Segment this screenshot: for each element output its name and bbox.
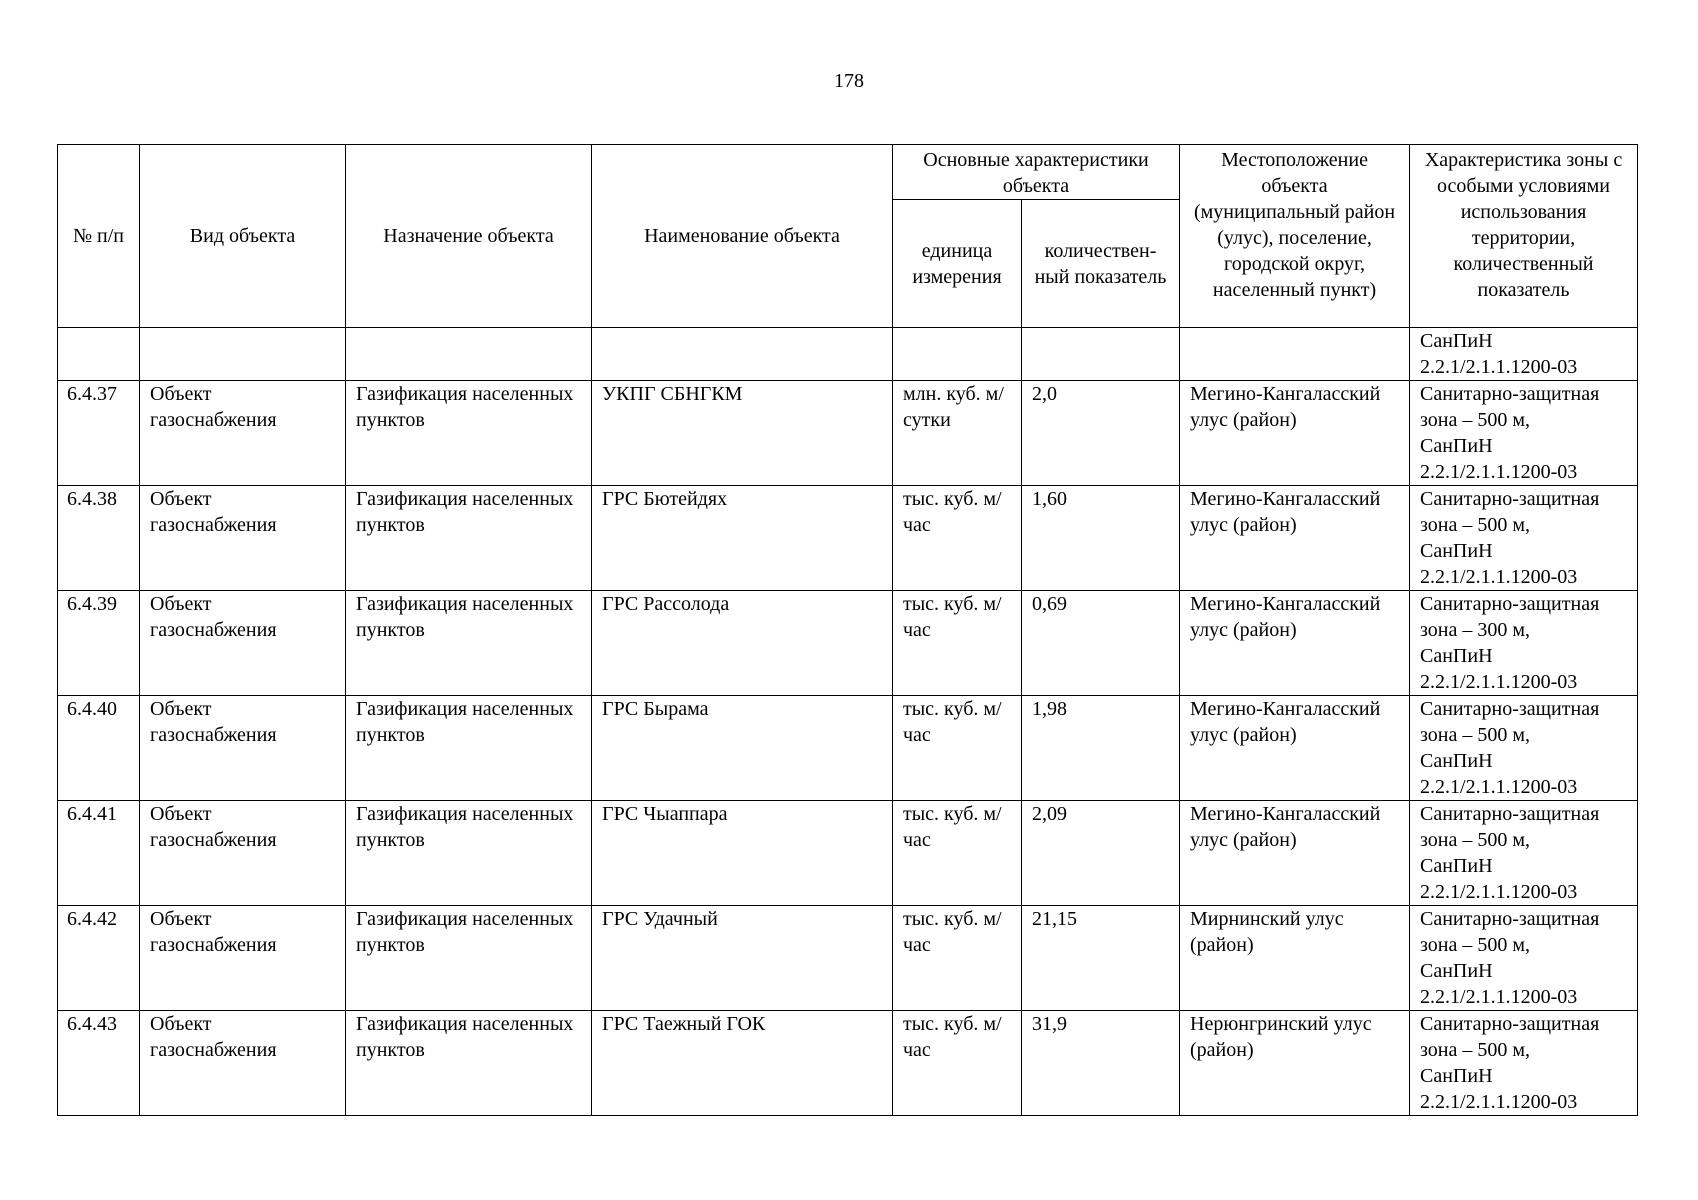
zone-line: СанПиН — [1420, 645, 1493, 667]
cell-num — [58, 328, 140, 381]
cell-name: ГРС Бютейдях — [592, 486, 893, 591]
cell-name: ГРС Удачный — [592, 906, 893, 1011]
table-row-continuation — [58, 328, 1638, 381]
cell-purpose: Газификация населенных пунктов — [346, 1011, 592, 1116]
zone-line: СанПиН — [1420, 435, 1493, 457]
header-unit: единица измерения — [893, 200, 1022, 328]
zone-line: 2.2.1/2.1.1.1200-03 — [1420, 986, 1578, 1008]
cell-location: Мегино-Кангаласский улус (район) — [1180, 696, 1410, 801]
table-row — [58, 591, 1638, 696]
cell-name: ГРС Таежный ГОК — [592, 1011, 893, 1116]
cell-zone — [1410, 591, 1638, 696]
table-header — [58, 145, 1638, 328]
table-row — [58, 906, 1638, 1011]
cell-unit — [893, 328, 1022, 381]
header-quantity: количествен-ный показатель — [1022, 200, 1180, 328]
cell-name: УКПГ СБНГКМ — [592, 381, 893, 486]
header-type: Вид объекта — [140, 145, 346, 328]
zone-line: СанПиН — [1420, 330, 1493, 352]
cell-unit: тыс. куб. м/час — [893, 906, 1022, 1011]
cell-type: Объект газоснабжения — [140, 1011, 346, 1116]
zone-line: СанПиН — [1420, 960, 1493, 982]
cell-num: 6.4.41 — [58, 801, 140, 906]
cell-name — [592, 328, 893, 381]
objects-table — [57, 144, 1638, 1116]
cell-location: Нерюнгринский улус (район) — [1180, 1011, 1410, 1116]
page-number: 178 — [834, 70, 864, 92]
zone-line: Санитарно-защитная зона – 500 м, — [1420, 383, 1600, 431]
cell-quantity: 2,09 — [1022, 801, 1180, 906]
cell-type: Объект газоснабжения — [140, 696, 346, 801]
cell-type — [140, 328, 346, 381]
cell-unit: млн. куб. м/сутки — [893, 381, 1022, 486]
table-row — [58, 381, 1638, 486]
table-body — [58, 328, 1638, 1116]
zone-line: СанПиН — [1420, 750, 1493, 772]
zone-line: СанПиН — [1420, 1065, 1493, 1087]
cell-purpose: Газификация населенных пунктов — [346, 486, 592, 591]
cell-name: ГРС Чыаппара — [592, 801, 893, 906]
cell-num: 6.4.43 — [58, 1011, 140, 1116]
header-num: № п/п — [58, 145, 140, 328]
cell-location — [1180, 328, 1410, 381]
header-purpose: Назначение объекта — [346, 145, 592, 328]
table-row — [58, 486, 1638, 591]
cell-location: Мегино-Кангаласский улус (район) — [1180, 591, 1410, 696]
cell-purpose: Газификация населенных пунктов — [346, 906, 592, 1011]
cell-location: Мегино-Кангаласский улус (район) — [1180, 381, 1410, 486]
cell-type: Объект газоснабжения — [140, 591, 346, 696]
cell-zone — [1410, 906, 1638, 1011]
table-row — [58, 696, 1638, 801]
cell-name: ГРС Рассолода — [592, 591, 893, 696]
cell-zone — [1410, 801, 1638, 906]
cell-quantity: 1,60 — [1022, 486, 1180, 591]
zone-line: Санитарно-защитная зона – 500 м, — [1420, 908, 1600, 956]
header-zone: Характеристика зоны с особыми условиями использования территории, количественный показатель — [1410, 145, 1638, 328]
cell-type: Объект газоснабжения — [140, 801, 346, 906]
cell-num: 6.4.38 — [58, 486, 140, 591]
cell-unit: тыс. куб. м/час — [893, 591, 1022, 696]
table-row — [58, 801, 1638, 906]
cell-num: 6.4.39 — [58, 591, 140, 696]
zone-line: СанПиН — [1420, 855, 1493, 877]
cell-purpose: Газификация населенных пунктов — [346, 591, 592, 696]
cell-location: Мегино-Кангаласский улус (район) — [1180, 486, 1410, 591]
cell-quantity: 21,15 — [1022, 906, 1180, 1011]
cell-type: Объект газоснабжения — [140, 381, 346, 486]
cell-zone — [1410, 486, 1638, 591]
cell-num: 6.4.42 — [58, 906, 140, 1011]
zone-line: 2.2.1/2.1.1.1200-03 — [1420, 881, 1578, 903]
header-name: Наименование объекта — [592, 145, 893, 328]
cell-unit: тыс. куб. м/час — [893, 1011, 1022, 1116]
header-location: Местоположение объекта (муниципальный район (улус), поселение, городской округ, населенный пункт) — [1180, 145, 1410, 328]
cell-type: Объект газоснабжения — [140, 486, 346, 591]
zone-line: 2.2.1/2.1.1.1200-03 — [1420, 776, 1578, 798]
cell-type: Объект газоснабжения — [140, 906, 346, 1011]
cell-purpose: Газификация населенных пунктов — [346, 801, 592, 906]
zone-line: 2.2.1/2.1.1.1200-03 — [1420, 566, 1578, 588]
cell-location: Мегино-Кангаласский улус (район) — [1180, 801, 1410, 906]
zone-line: Санитарно-защитная зона – 500 м, — [1420, 803, 1600, 851]
cell-purpose: Газификация населенных пунктов — [346, 696, 592, 801]
table-row — [58, 1011, 1638, 1116]
cell-location: Мирнинский улус (район) — [1180, 906, 1410, 1011]
cell-unit: тыс. куб. м/час — [893, 801, 1022, 906]
zone-line: Санитарно-защитная зона – 500 м, — [1420, 698, 1600, 746]
cell-purpose: Газификация населенных пунктов — [346, 381, 592, 486]
zone-line: 2.2.1/2.1.1.1200-03 — [1420, 356, 1578, 378]
zone-line: Санитарно-защитная зона – 300 м, — [1420, 593, 1600, 641]
cell-unit: тыс. куб. м/час — [893, 486, 1022, 591]
cell-quantity: 2,0 — [1022, 381, 1180, 486]
cell-zone — [1410, 328, 1638, 381]
zone-line: СанПиН — [1420, 540, 1493, 562]
cell-unit: тыс. куб. м/час — [893, 696, 1022, 801]
cell-name: ГРС Бырама — [592, 696, 893, 801]
cell-quantity: 0,69 — [1022, 591, 1180, 696]
zone-line: Санитарно-защитная зона – 500 м, — [1420, 488, 1600, 536]
cell-num: 6.4.40 — [58, 696, 140, 801]
cell-zone — [1410, 1011, 1638, 1116]
header-main-characteristics: Основные характеристики объекта — [893, 145, 1180, 200]
cell-quantity — [1022, 328, 1180, 381]
zone-line: 2.2.1/2.1.1.1200-03 — [1420, 461, 1578, 483]
cell-quantity: 31,9 — [1022, 1011, 1180, 1116]
cell-zone — [1410, 696, 1638, 801]
zone-line: 2.2.1/2.1.1.1200-03 — [1420, 671, 1578, 693]
zone-line: 2.2.1/2.1.1.1200-03 — [1420, 1091, 1578, 1113]
cell-purpose — [346, 328, 592, 381]
cell-num: 6.4.37 — [58, 381, 140, 486]
cell-quantity: 1,98 — [1022, 696, 1180, 801]
cell-zone — [1410, 381, 1638, 486]
zone-line: Санитарно-защитная зона – 500 м, — [1420, 1013, 1600, 1061]
